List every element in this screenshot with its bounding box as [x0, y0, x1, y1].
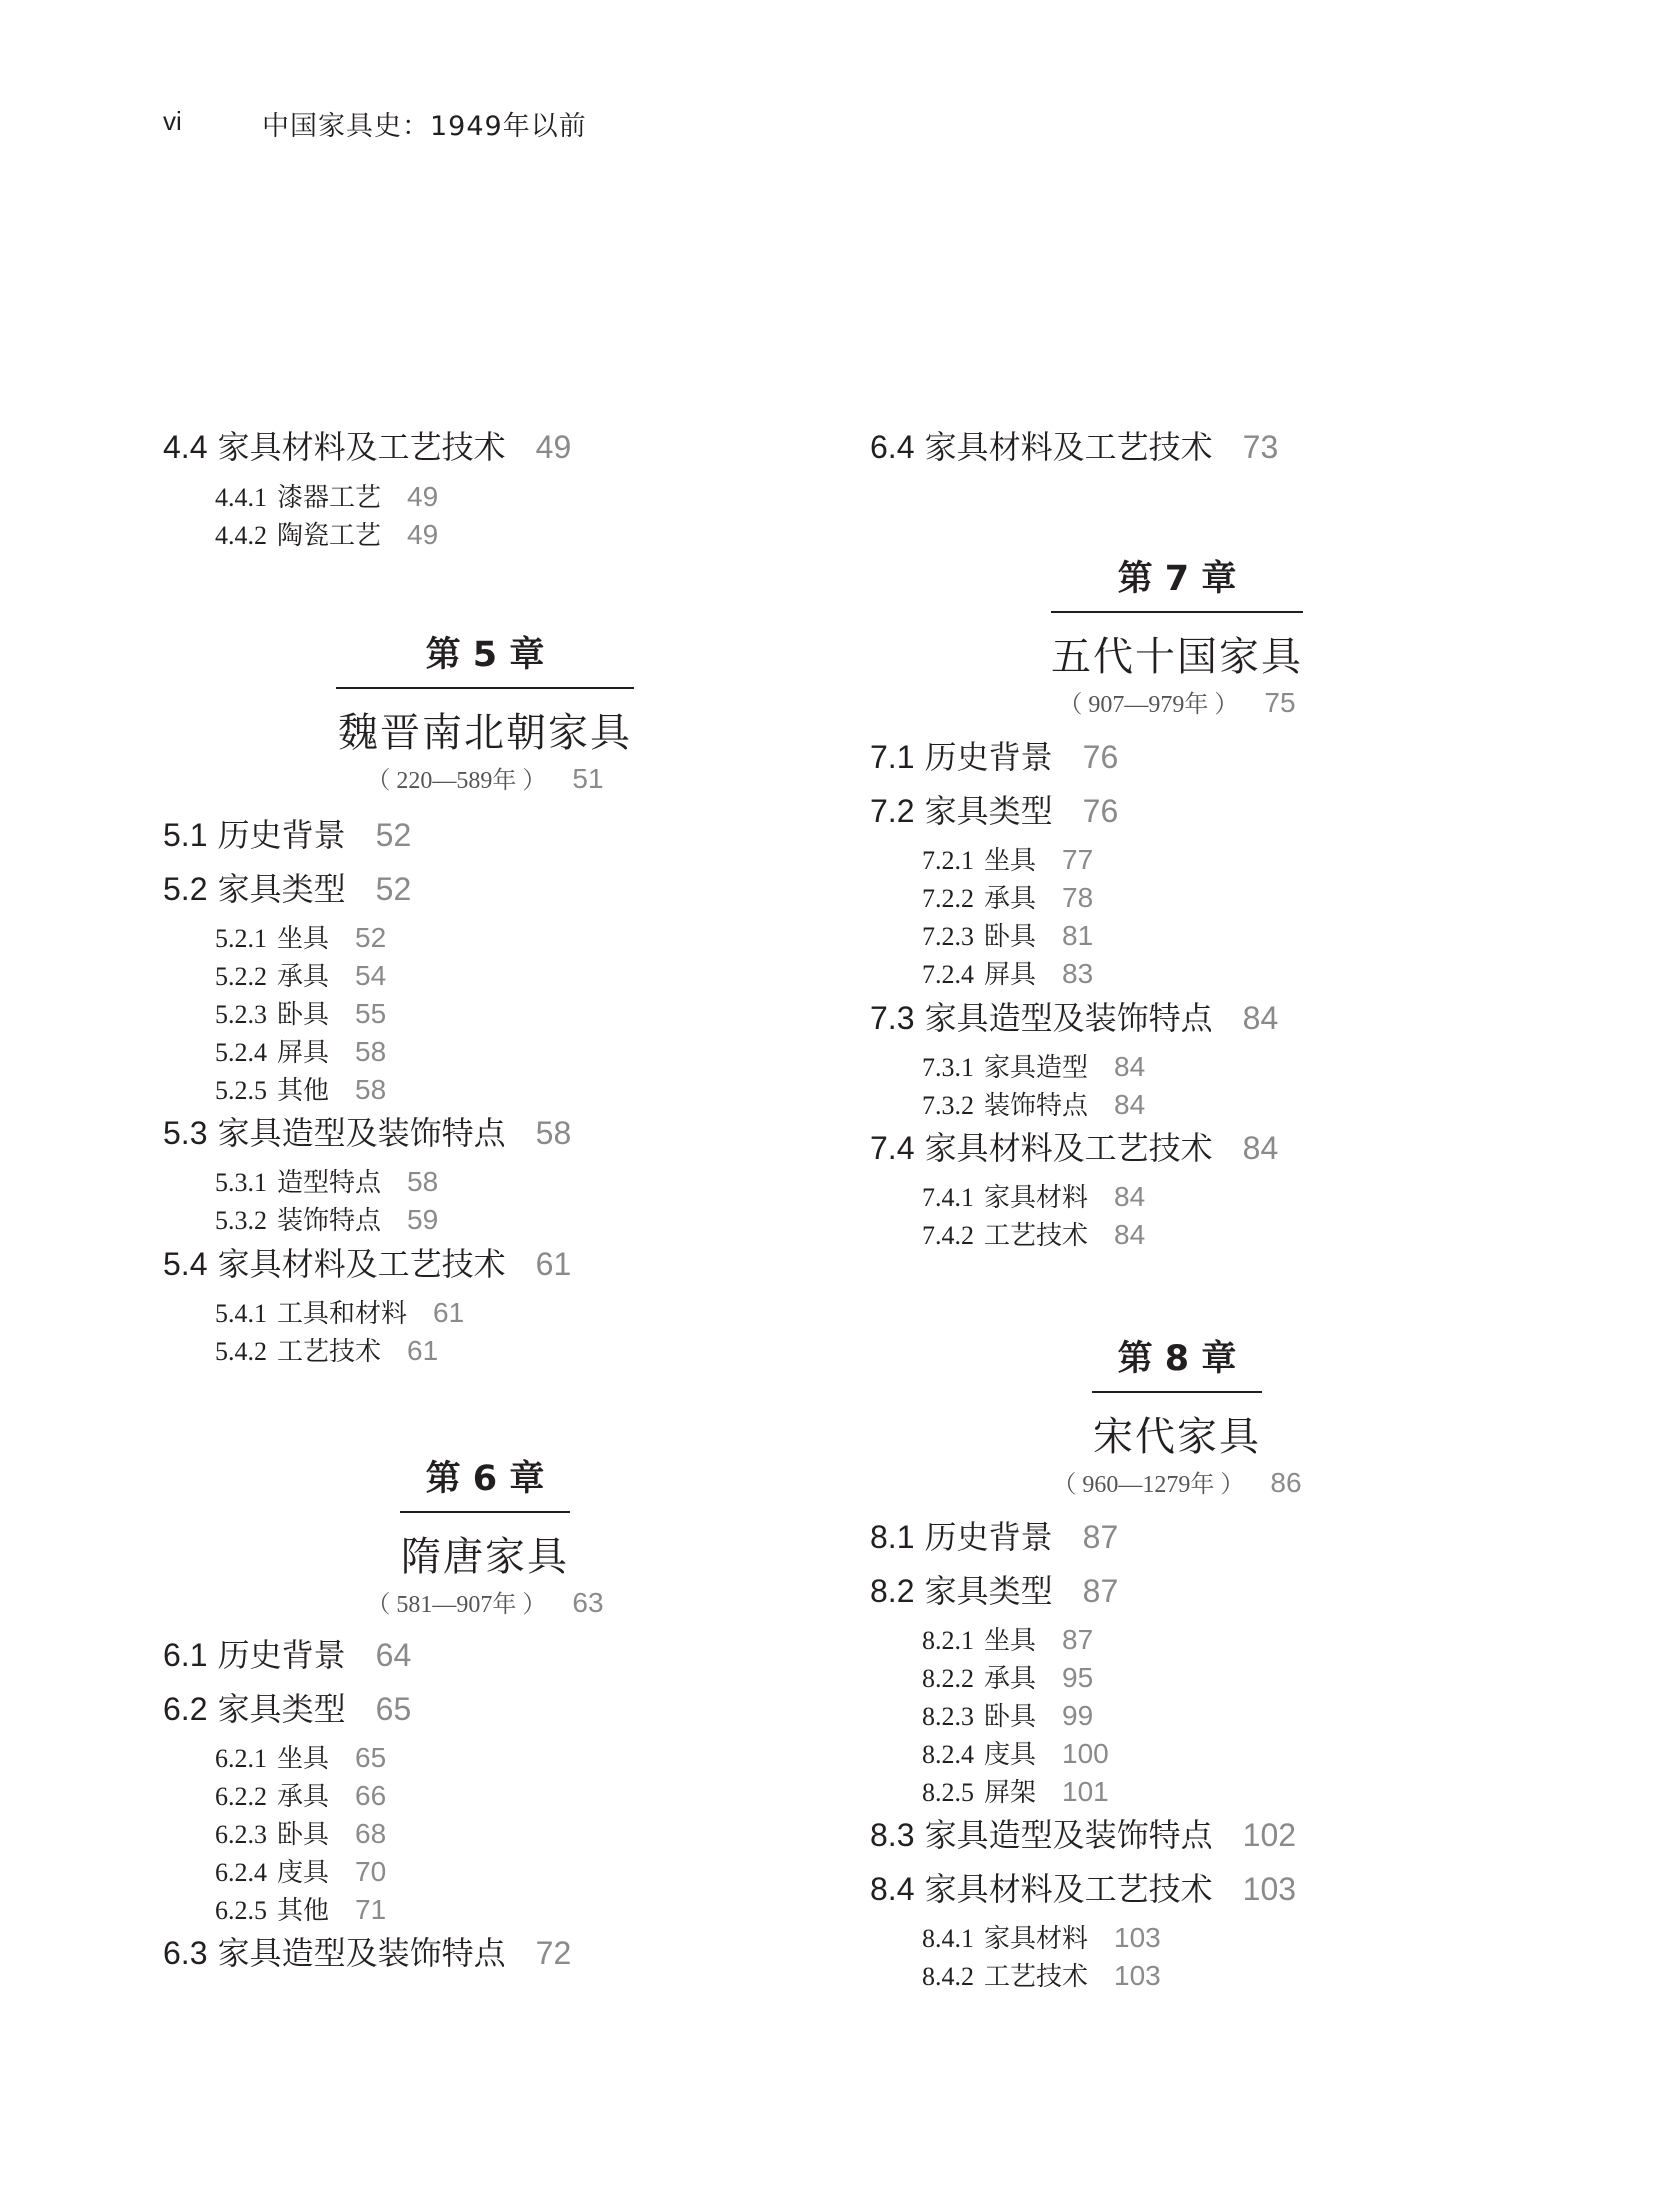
toc-subsection[interactable]: 8.4.2 工艺技术 103 [922, 1960, 1161, 1992]
page-ref: 71 [355, 1894, 387, 1925]
chapter-title: 隋唐家具 [401, 1534, 569, 1580]
toc-subsection[interactable]: 5.2.4 屏具 58 [215, 1036, 387, 1068]
page-ref: 83 [1062, 958, 1094, 989]
chapter-label: 第 5 章 [425, 635, 545, 675]
chapter-heading[interactable] [1027, 551, 1327, 719]
toc-subsection[interactable]: 4.4.1 漆器工艺 49 [215, 481, 439, 513]
toc-subsection[interactable]: 5.2.5 其他 58 [215, 1074, 387, 1106]
toc-section[interactable]: 8.2 家具类型 87 [870, 1572, 1119, 1610]
page-ref: 52 [355, 922, 387, 953]
toc-section[interactable]: 4.4 家具材料及工艺技术 49 [163, 428, 572, 466]
page-ref: 66 [355, 1780, 387, 1811]
page-ref: 87 [1062, 1624, 1094, 1655]
toc-section[interactable]: 6.2 家具类型 65 [163, 1690, 412, 1728]
toc-subsection[interactable]: 7.3.2 装饰特点 84 [922, 1089, 1146, 1121]
page-ref: 86 [1270, 1467, 1302, 1498]
toc-section[interactable]: 7.1 历史背景 76 [870, 738, 1119, 776]
page-ref: 76 [1082, 793, 1119, 829]
page-ref: 99 [1062, 1700, 1094, 1731]
toc-section[interactable]: 5.2 家具类型 52 [163, 870, 412, 908]
toc-subsection[interactable]: 7.2.2 承具 78 [922, 882, 1094, 914]
page-ref: 51 [572, 763, 604, 794]
page-ref: 68 [355, 1818, 387, 1849]
toc-subsection[interactable]: 7.4.1 家具材料 84 [922, 1181, 1146, 1213]
toc-subsection[interactable]: 7.2.3 卧具 81 [922, 920, 1094, 952]
page-ref: 84 [1114, 1089, 1146, 1120]
page-ref: 65 [355, 1742, 387, 1773]
page-number: vi [163, 106, 182, 136]
toc-subsection[interactable]: 8.2.1 坐具 87 [922, 1624, 1094, 1656]
page-ref: 63 [572, 1587, 604, 1618]
page-ref: 58 [355, 1036, 387, 1067]
page-ref: 95 [1062, 1662, 1094, 1693]
toc-subsection[interactable]: 5.3.2 装饰特点 59 [215, 1204, 439, 1236]
toc-section[interactable]: 6.3 家具造型及装饰特点 72 [163, 1934, 572, 1972]
page-ref: 103 [1114, 1960, 1161, 1991]
chapter-dates: （ 220—589年 ） 51 [366, 763, 604, 794]
page-ref: 84 [1242, 1130, 1279, 1166]
page-ref: 58 [355, 1074, 387, 1105]
page-ref: 59 [407, 1204, 439, 1235]
toc-subsection[interactable]: 5.4.1 工具和材料 61 [215, 1297, 465, 1329]
chapter-heading[interactable] [335, 627, 635, 795]
page-ref: 100 [1062, 1738, 1109, 1769]
chapter-rule [1051, 611, 1303, 613]
page-ref: 65 [375, 1691, 412, 1727]
toc-subsection[interactable]: 6.2.5 其他 71 [215, 1894, 387, 1926]
toc-subsection[interactable]: 6.2.3 卧具 68 [215, 1818, 387, 1850]
chapter-dates: （ 907—979年 ） 75 [1058, 687, 1296, 718]
page-ref: 55 [355, 998, 387, 1029]
page-ref: 75 [1264, 687, 1296, 718]
page-ref: 49 [535, 429, 572, 465]
chapter-label: 第 7 章 [1117, 559, 1237, 599]
toc-section[interactable]: 8.4 家具材料及工艺技术 103 [870, 1870, 1297, 1908]
page-ref: 76 [1082, 739, 1119, 775]
toc-section[interactable]: 5.3 家具造型及装饰特点 58 [163, 1114, 572, 1152]
page-ref: 52 [375, 817, 412, 853]
toc-subsection[interactable]: 8.4.1 家具材料 103 [922, 1922, 1161, 1954]
chapter-rule [400, 1511, 570, 1513]
toc-subsection[interactable]: 8.2.5 屏架 101 [922, 1776, 1109, 1808]
page-ref: 61 [433, 1297, 465, 1328]
page-ref: 84 [1114, 1181, 1146, 1212]
toc-subsection[interactable]: 7.3.1 家具造型 84 [922, 1051, 1146, 1083]
toc-section[interactable]: 7.3 家具造型及装饰特点 84 [870, 999, 1279, 1037]
toc-subsection[interactable]: 8.2.4 庋具 100 [922, 1738, 1109, 1770]
page-ref: 84 [1242, 1000, 1279, 1036]
page-ref: 58 [407, 1166, 439, 1197]
toc-section[interactable]: 5.4 家具材料及工艺技术 61 [163, 1245, 572, 1283]
page-ref: 103 [1114, 1922, 1161, 1953]
toc-section[interactable]: 7.2 家具类型 76 [870, 792, 1119, 830]
toc-subsection[interactable]: 8.2.3 卧具 99 [922, 1700, 1094, 1732]
page-ref: 49 [407, 481, 439, 512]
toc-section[interactable]: 8.1 历史背景 87 [870, 1518, 1119, 1556]
page-ref: 84 [1114, 1051, 1146, 1082]
page-ref: 73 [1242, 429, 1279, 465]
chapter-heading[interactable] [1027, 1331, 1327, 1499]
page-ref: 78 [1062, 882, 1094, 913]
page-ref: 58 [535, 1115, 572, 1151]
toc-subsection[interactable]: 6.2.4 庋具 70 [215, 1856, 387, 1888]
chapter-dates: （ 960—1279年 ） 86 [1052, 1467, 1302, 1498]
page-ref: 84 [1114, 1219, 1146, 1250]
chapter-rule [336, 687, 634, 689]
toc-subsection[interactable]: 7.4.2 工艺技术 84 [922, 1219, 1146, 1251]
toc-subsection[interactable]: 7.2.1 坐具 77 [922, 844, 1094, 876]
toc-subsection[interactable]: 5.2.1 坐具 52 [215, 922, 387, 954]
chapter-rule [1092, 1391, 1262, 1393]
page-ref: 70 [355, 1856, 387, 1887]
page-ref: 103 [1242, 1871, 1297, 1907]
chapter-label: 第 8 章 [1117, 1339, 1237, 1379]
toc-subsection[interactable]: 4.4.2 陶瓷工艺 49 [215, 519, 439, 551]
toc-section[interactable]: 7.4 家具材料及工艺技术 84 [870, 1129, 1279, 1167]
toc-section[interactable]: 6.4 家具材料及工艺技术 73 [870, 428, 1279, 466]
page-ref: 81 [1062, 920, 1094, 951]
toc-section[interactable]: 6.1 历史背景 64 [163, 1636, 412, 1674]
toc-subsection[interactable]: 5.3.1 造型特点 58 [215, 1166, 439, 1198]
toc-subsection[interactable]: 7.2.4 屏具 83 [922, 958, 1094, 990]
page-ref: 64 [375, 1637, 412, 1673]
page-ref: 87 [1082, 1519, 1119, 1555]
page-ref: 61 [407, 1335, 439, 1366]
chapter-title: 魏晋南北朝家具 [338, 710, 632, 756]
chapter-heading[interactable] [335, 1451, 635, 1619]
chapter-title: 五代十国家具 [1051, 634, 1303, 680]
page-ref: 72 [535, 1935, 572, 1971]
toc-subsection[interactable]: 5.2.3 卧具 55 [215, 998, 387, 1030]
toc-section[interactable]: 8.3 家具造型及装饰特点 102 [870, 1816, 1297, 1854]
page-ref: 49 [407, 519, 439, 550]
running-header-title: 中国家具史：1949年以前 [262, 111, 587, 142]
page-ref: 77 [1062, 844, 1094, 875]
chapter-label: 第 6 章 [425, 1459, 545, 1499]
toc-subsection[interactable]: 6.2.1 坐具 65 [215, 1742, 387, 1774]
toc-section[interactable]: 5.1 历史背景 52 [163, 816, 412, 854]
toc-subsection[interactable]: 5.2.2 承具 54 [215, 960, 387, 992]
page-ref: 54 [355, 960, 387, 991]
toc-subsection[interactable]: 6.2.2 承具 66 [215, 1780, 387, 1812]
toc-subsection[interactable]: 8.2.2 承具 95 [922, 1662, 1094, 1694]
chapter-dates: （ 581—907年 ） 63 [366, 1587, 604, 1618]
page-ref: 87 [1082, 1573, 1119, 1609]
page-ref: 61 [535, 1246, 572, 1282]
page-ref: 101 [1062, 1776, 1109, 1807]
page-ref: 102 [1242, 1817, 1297, 1853]
page-ref: 52 [375, 871, 412, 907]
chapter-title: 宋代家具 [1093, 1414, 1261, 1460]
toc-subsection[interactable]: 5.4.2 工艺技术 61 [215, 1335, 439, 1367]
